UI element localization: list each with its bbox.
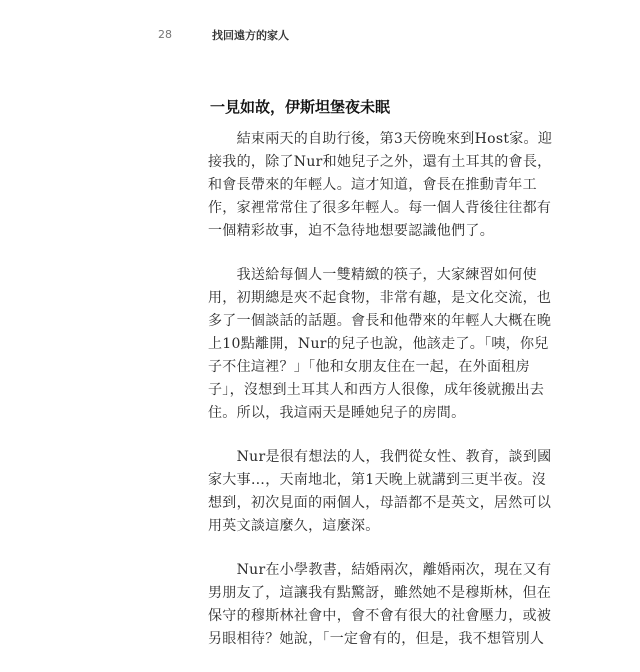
text-line: 多了一個談話的話題。會長和他帶來的年輕人大概在晚 — [208, 313, 552, 329]
section-heading: 一見如故，伊斯坦堡夜未眠 — [210, 98, 391, 116]
text-line: 一個精彩故事，迫不急待地想要認識他們了。 — [208, 223, 494, 239]
text-line: 作，家裡常常住了很多年輕人。每一個人背後往往都有 — [208, 200, 552, 216]
text-line: 用英文談這麼久，這麼深。 — [208, 518, 380, 534]
body-text — [208, 128, 553, 672]
text-line: Nur是很有想法的人，我們從女性、教育，談到國 — [208, 449, 552, 465]
text-line: 子不住這裡？」「他和女朋友住在一起，在外面租房 — [208, 359, 530, 375]
text-line: 男朋友了，這讓我有點驚訝，雖然她不是穆斯林，但在 — [208, 585, 552, 601]
paragraph-4 — [208, 559, 552, 651]
text-line: 住。所以，我這兩天是睡她兒子的房間。 — [208, 405, 466, 421]
text-line: 我送給每個人一雙精緻的筷子，大家練習如何使 — [208, 267, 537, 283]
text-line: 另眼相待？她說，「一定會有的，但是，我不想管別人 — [208, 631, 545, 647]
paragraph-3 — [208, 446, 552, 538]
text-line: 子」，沒想到土耳其人和西方人很像，成年後就搬出去 — [208, 382, 545, 398]
running-title: 找回遠方的家人 — [212, 29, 289, 42]
text-line: 保守的穆斯林社會中，會不會有很大的社會壓力，或被 — [208, 608, 552, 624]
text-line: 用，初期總是夾不起食物，非常有趣，是文化交流，也 — [208, 290, 552, 306]
paragraph-2 — [208, 264, 552, 425]
text-line: 上10點離開，Nur的兒子也說，他該走了。「咦，你兒 — [208, 336, 549, 352]
text-line: 和會長帶來的年輕人。這才知道，會長在推動青年工 — [208, 177, 537, 193]
text-line: 家大事…，天南地北，第1天晚上就講到三更半夜。沒 — [208, 472, 547, 488]
text-line: 想到，初次見面的兩個人，母語都不是英文，居然可以 — [208, 495, 552, 511]
text-line: 結束兩天的自助行後，第3天傍晚來到Host家。迎 — [208, 131, 553, 147]
paragraph-1 — [208, 128, 553, 243]
text-line: 接我的，除了Nur和她兒子之外，還有土耳其的會長， — [208, 154, 552, 170]
page-number: 28 — [158, 28, 172, 41]
text-line: Nur在小學教書，結婚兩次，離婚兩次，現在又有 — [208, 562, 552, 578]
